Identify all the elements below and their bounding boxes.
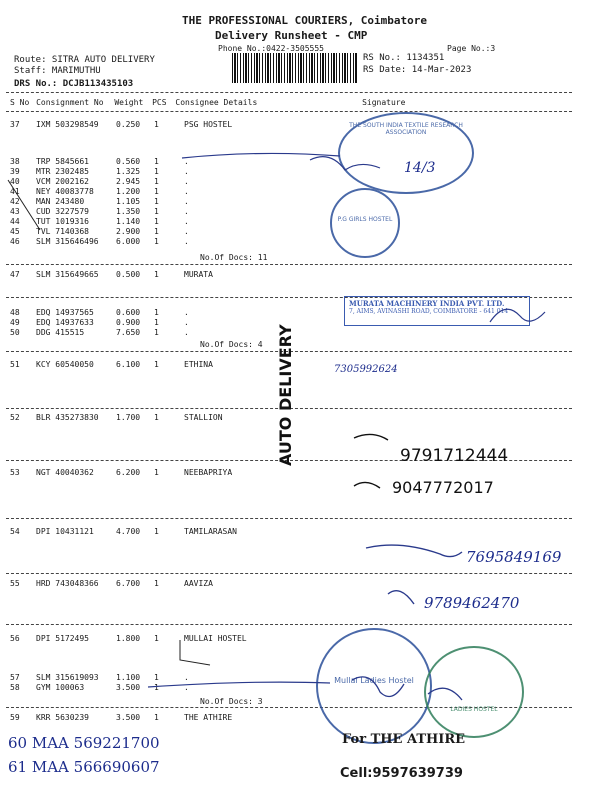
docs-count-3: No.Of Docs: 3 <box>200 697 263 706</box>
row-consignment: HRD 743048366 <box>36 579 99 588</box>
col-pcs: PCS <box>152 98 167 107</box>
row-consignment: DDG 415515 <box>36 328 85 337</box>
row-weight: 3.500 <box>116 713 141 722</box>
row-sno: 59 <box>10 713 20 722</box>
row-consignment: MAN 243480 <box>36 197 85 206</box>
row-consignment: EDQ 14937633 <box>36 318 94 327</box>
row-consignee: MULLAI HOSTEL <box>184 634 247 643</box>
row-pcs: 1 <box>154 318 159 327</box>
for-athire: For THE ATHIRE <box>342 732 466 747</box>
row-weight: 4.700 <box>116 527 141 536</box>
col-consignee: Consignee Details <box>175 98 258 107</box>
row-consignee: NEEBAPRIYA <box>184 468 233 477</box>
col-consignment: Consignment No <box>36 98 104 107</box>
handwritten-line-61: 61 MAA 566690607 <box>8 758 160 776</box>
row-weight: 1.200 <box>116 187 141 196</box>
row-weight: 0.500 <box>116 270 141 279</box>
row-sno: 48 <box>10 308 20 317</box>
row-weight: 1.100 <box>116 673 141 682</box>
row-consignment: DPI 10431121 <box>36 527 94 536</box>
row-weight: 0.600 <box>116 308 141 317</box>
row-consignee: . <box>184 227 189 236</box>
row-weight: 6.200 <box>116 468 141 477</box>
row-consignment: KRR 5630239 <box>36 713 89 722</box>
row-consignee: . <box>184 328 189 337</box>
row-pcs: 1 <box>154 634 159 643</box>
row-consignment: TRP 5845661 <box>36 157 89 166</box>
row-sno: 54 <box>10 527 20 536</box>
row-weight: 0.560 <box>116 157 141 166</box>
row-sno: 58 <box>10 683 20 692</box>
row-weight: 6.700 <box>116 579 141 588</box>
row-sno: 43 <box>10 207 20 216</box>
row-consignee: TAMILARASAN <box>184 527 237 536</box>
row-pcs: 1 <box>154 579 159 588</box>
rs-date: RS Date: 14-Mar-2023 <box>363 65 472 75</box>
row-pcs: 1 <box>154 207 159 216</box>
row-pcs: 1 <box>154 360 159 369</box>
row-pcs: 1 <box>154 308 159 317</box>
mullai-hostel-stamp: Mullai Ladies Hostel <box>316 628 432 744</box>
row-consignee: . <box>184 197 189 206</box>
handwritten-phone-52: 9791712444 <box>400 446 509 466</box>
row-pcs: 1 <box>154 157 159 166</box>
row-sno: 55 <box>10 579 20 588</box>
row-pcs: 1 <box>154 120 159 129</box>
row-consignment: GYM 100063 <box>36 683 85 692</box>
row-consignment: KCY 60540050 <box>36 360 94 369</box>
row-consignment: TVL 7140368 <box>36 227 89 236</box>
cell-number: Cell:9597639739 <box>340 766 463 781</box>
row-consignment: MTR 2302485 <box>36 167 89 176</box>
row-consignment: TUT 1019316 <box>36 217 89 226</box>
handwritten-phone-55: 9789462470 <box>424 594 520 612</box>
row-consignee: MURATA <box>184 270 213 279</box>
row-pcs: 1 <box>154 227 159 236</box>
row-consignee: . <box>184 673 189 682</box>
row-consignee: . <box>184 207 189 216</box>
row-weight: 0.900 <box>116 318 141 327</box>
company-name: THE PROFESSIONAL COURIERS, Coimbatore <box>182 14 428 27</box>
row-pcs: 1 <box>154 713 159 722</box>
runsheet-title: Delivery Runsheet - CMP <box>215 29 368 42</box>
row-consignment: EDQ 14937565 <box>36 308 94 317</box>
row-sno: 57 <box>10 673 20 682</box>
row-consignee: STALLION <box>184 413 223 422</box>
row-consignment: SLM 315619093 <box>36 673 99 682</box>
phone-number: Phone No.:0422-3505555 <box>218 44 324 53</box>
signature-date: 14/3 <box>404 160 436 176</box>
row-pcs: 1 <box>154 187 159 196</box>
row-pcs: 1 <box>154 413 159 422</box>
row-consignee: . <box>184 237 189 246</box>
row-weight: 3.500 <box>116 683 141 692</box>
row-consignment: NGT 40040362 <box>36 468 94 477</box>
row-pcs: 1 <box>154 217 159 226</box>
row-sno: 40 <box>10 177 20 186</box>
row-pcs: 1 <box>154 177 159 186</box>
col-sno: S No <box>10 98 30 107</box>
col-weight: Weight <box>114 98 144 107</box>
row-consignee: . <box>184 308 189 317</box>
row-pcs: 1 <box>154 673 159 682</box>
row-sno: 38 <box>10 157 20 166</box>
row-consignee: . <box>184 217 189 226</box>
murata-stamp: MURATA MACHINERY INDIA PVT. LTD. 7, AIMS, AVINASHI ROAD, COIMBATORE - 641 014 <box>344 296 530 326</box>
row-consignment: DPI 5172495 <box>36 634 89 643</box>
staff: Staff: MARIMUTHU <box>14 66 101 76</box>
row-weight: 1.325 <box>116 167 141 176</box>
row-consignment: SLM 315646496 <box>36 237 99 246</box>
row-consignment: VCM 2002162 <box>36 177 89 186</box>
row-sno: 49 <box>10 318 20 327</box>
row-sno: 56 <box>10 634 20 643</box>
row-consignment: SLM 315649665 <box>36 270 99 279</box>
row-consignment: CUD 3227579 <box>36 207 89 216</box>
row-weight: 1.105 <box>116 197 141 206</box>
docs-count-2: No.Of Docs: 4 <box>200 340 263 349</box>
row-sno: 41 <box>10 187 20 196</box>
rs-number: RS No.: 1134351 <box>363 53 445 63</box>
row-sno: 42 <box>10 197 20 206</box>
row-sno: 53 <box>10 468 20 477</box>
row-consignee: . <box>184 167 189 176</box>
page-number: Page No.:3 <box>447 44 496 53</box>
sitra-stamp: THE SOUTH INDIA TEXTILE RESEARCH ASSOCIATION <box>338 112 474 194</box>
docs-count-1: No.Of Docs: 11 <box>200 253 268 262</box>
col-signature: Signature <box>362 98 406 107</box>
row-pcs: 1 <box>154 167 159 176</box>
row-pcs: 1 <box>154 237 159 246</box>
row-weight: 1.700 <box>116 413 141 422</box>
row-pcs: 1 <box>154 197 159 206</box>
row-sno: 37 <box>10 120 20 129</box>
row-consignee: . <box>184 157 189 166</box>
row-consignee: . <box>184 187 189 196</box>
row-pcs: 1 <box>154 683 159 692</box>
row-weight: 2.900 <box>116 227 141 236</box>
row-pcs: 1 <box>154 527 159 536</box>
handwritten-line-60: 60 MAA 569221700 <box>8 734 160 752</box>
row-consignee: ETHINA <box>184 360 213 369</box>
row-sno: 44 <box>10 217 20 226</box>
row-sno: 47 <box>10 270 20 279</box>
row-weight: 6.100 <box>116 360 141 369</box>
handwritten-phone-53: 9047772017 <box>392 478 494 497</box>
row-weight: 1.800 <box>116 634 141 643</box>
row-pcs: 1 <box>154 270 159 279</box>
row-weight: 1.350 <box>116 207 141 216</box>
row-consignee: PSG HOSTEL <box>184 120 233 129</box>
ladies-hostel-stamp: LADIES HOSTEL <box>424 646 524 738</box>
drs-number: DRS No.: DCJB113435103 <box>14 79 134 89</box>
row-consignee: . <box>184 683 189 692</box>
row-sno: 50 <box>10 328 20 337</box>
row-sno: 52 <box>10 413 20 422</box>
row-weight: 2.945 <box>116 177 141 186</box>
handwritten-phone-51: 7305992624 <box>334 364 398 375</box>
row-sno: 46 <box>10 237 20 246</box>
row-sno: 51 <box>10 360 20 369</box>
route: Route: SITRA AUTO DELIVERY <box>14 55 155 65</box>
pg-hostel-stamp: P.G GIRLS HOSTEL <box>330 188 400 258</box>
row-weight: 7.650 <box>116 328 141 337</box>
auto-delivery-stamp: AUTO DELIVERY <box>276 324 295 466</box>
row-consignment: NEY 40083778 <box>36 187 94 196</box>
row-consignee: . <box>184 318 189 327</box>
row-weight: 6.000 <box>116 237 141 246</box>
row-consignment: BLR 435273830 <box>36 413 99 422</box>
row-consignee: . <box>184 177 189 186</box>
row-pcs: 1 <box>154 468 159 477</box>
handwritten-phone-54: 7695849169 <box>466 548 562 566</box>
row-consignee: THE ATHIRE <box>184 713 233 722</box>
row-sno: 45 <box>10 227 20 236</box>
row-sno: 39 <box>10 167 20 176</box>
row-weight: 1.140 <box>116 217 141 226</box>
row-pcs: 1 <box>154 328 159 337</box>
row-weight: 0.250 <box>116 120 141 129</box>
row-consignee: AAVIZA <box>184 579 213 588</box>
row-consignment: IXM 503298549 <box>36 120 99 129</box>
